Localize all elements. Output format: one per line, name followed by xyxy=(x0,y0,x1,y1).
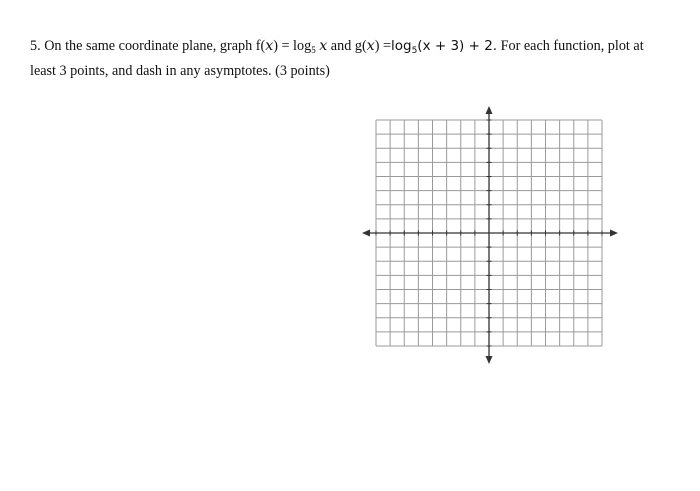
coordinate-grid[interactable] xyxy=(360,104,620,366)
f-function: $f(x) = \log_5 x$ xyxy=(255,38,328,55)
question-number: 5. xyxy=(30,38,41,54)
question-intro: On the same coordinate plane, graph xyxy=(44,38,253,54)
question-text xyxy=(30,36,690,81)
y-axis-down-arrow xyxy=(486,356,493,364)
axes xyxy=(362,106,618,364)
conjunction: and xyxy=(330,38,352,54)
g-function: $g(x) =\log_5(x + 3) + 2$. xyxy=(354,38,498,56)
question-line1-end: For each function, plot at xyxy=(500,38,644,54)
y-axis-up-arrow xyxy=(486,106,493,114)
x-axis-right-arrow xyxy=(610,230,618,237)
question-line2: least 3 points, and dash in any asymptotes. (3 points) xyxy=(30,63,330,79)
x-axis-left-arrow xyxy=(362,230,370,237)
